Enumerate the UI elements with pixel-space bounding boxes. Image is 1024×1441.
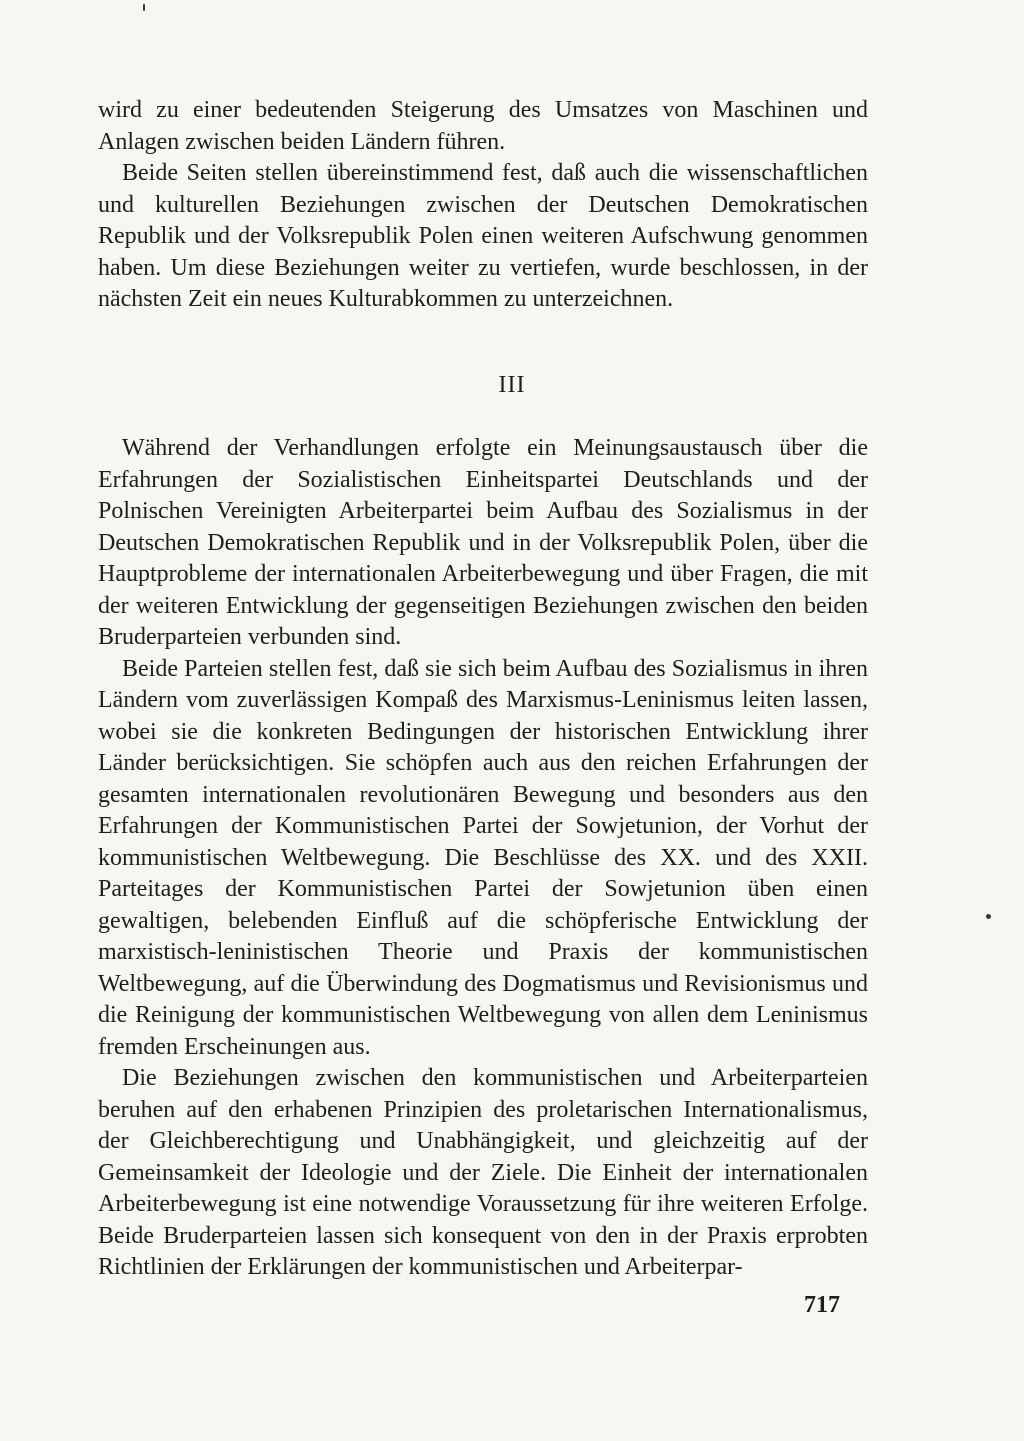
- section-heading: III: [498, 372, 526, 398]
- text-block-main: [98, 433, 868, 1284]
- scan-speck: [143, 4, 145, 11]
- page-number: 717: [804, 1292, 840, 1318]
- paragraph-relations: Die Beziehungen zwischen den kommunistischen und Arbeiterparteien beruhen auf den erhabenen Prinzipien des proletarischen Internationalismus, der Gleichberechtigung und Unabhängigkeit, und gleichzeitig auf der Gemeinsamkeit der Ideologie und der Ziele. Die Einheit der internationalen Arbeiterbewegung ist eine notwendige Voraussetzung für ihre weiteren Erfolge. Beide Bruderparteien lassen sich konsequent von den in der Praxis erprobten Richtlinien der Erklärungen der kommunistischen und Arbeiterpar-: [98, 1065, 868, 1280]
- paragraph-continuation: wird zu einer bedeutenden Steigerung des Umsatzes von Maschinen und Anlagen zwischen beiden Ländern führen.: [98, 97, 868, 155]
- paragraph-exchange: Während der Verhandlungen erfolgte ein Meinungsaustausch über die Erfahrungen der Sozialistischen Einheitspartei Deutschlands und der Polnischen Vereinigten Arbeiterpartei beim Aufbau des Sozialismus in der Deutschen Demokratischen Republik und in der Volksrepublik Polen, über die Hauptprobleme der internationalen Arbeiterbewegung und über Fragen, die mit der weiteren Entwicklung der gegenseitigen Beziehungen zwischen den beiden Bruderparteien verbunden sind.: [98, 435, 868, 650]
- paragraph-parties: Beide Parteien stellen fest, daß sie sich beim Aufbau des Sozialismus in ihren Ländern vom zuverlässigen Kompaß des Marxismus-Leninismus leiten lassen, wobei sie die konkreten Bedingungen der historischen Entwicklung ihrer Länder berücksichtigen. Sie schöpfen auch aus den reichen Erfahrungen der gesamten internationalen revolutionären Bewegung und besonders aus den Erfahrungen der Kommunistischen Partei der Sowjetunion, der Vorhut der kommunistischen Weltbewegung. Die Beschlüsse des XX. und des XXII. Parteitages der Kommunistischen Partei der Sowjetunion üben einen gewaltigen, belebenden Einfluß auf die schöpferische Entwicklung der marxistisch-leninistischen Theorie und Praxis der kommunistischen Weltbewegung, auf die Überwindung des Dogmatismus und Revisionismus und die Reinigung der kommunistischen Weltbewegung von allen dem Leninismus fremden Erscheinungen aus.: [98, 655, 868, 1060]
- text-block-top: [98, 95, 868, 316]
- scan-speck: [986, 914, 991, 919]
- paragraph-cultural-relations: Beide Seiten stellen übereinstimmend fest, daß auch die wissenschaftlichen und kulturellen Beziehungen zwischen der Deutschen Demokratischen Republik und der Volksrepublik Polen einen weiteren Aufschwung genommen haben. Um diese Beziehungen weiter zu vertiefen, wurde beschlossen, in der nächsten Zeit ein neues Kulturabkommen zu unterzeichnen.: [98, 160, 868, 312]
